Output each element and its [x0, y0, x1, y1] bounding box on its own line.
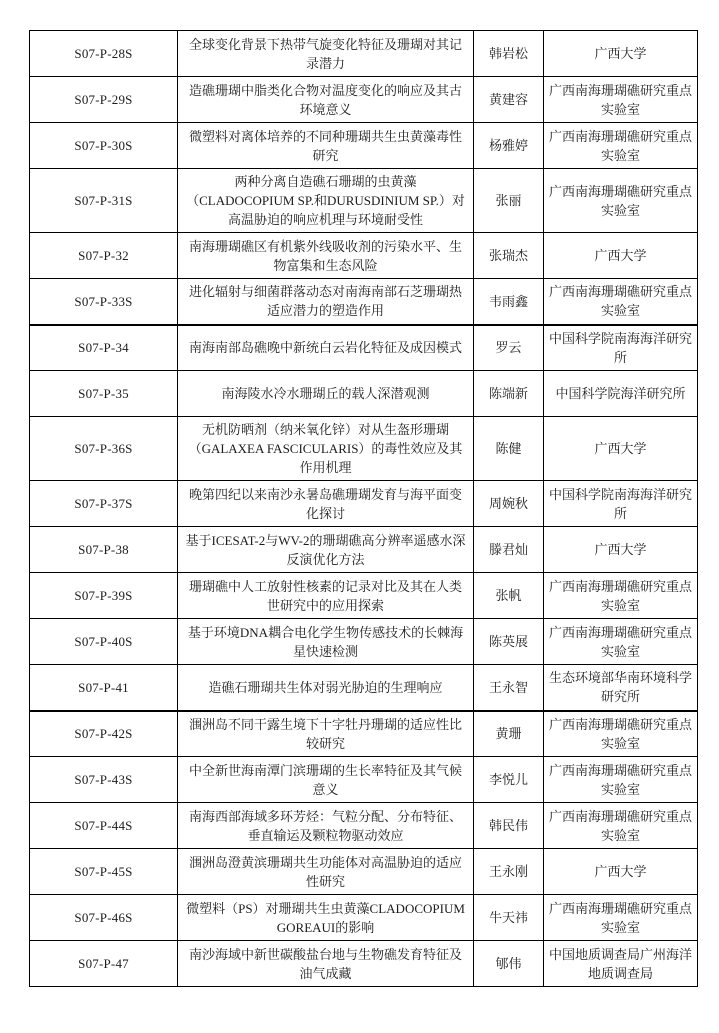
- papers-table: [29, 30, 698, 987]
- paper-title-cell: 晚第四纪以来南沙永暑岛礁珊瑚发育与海平面变化探讨: [178, 481, 474, 527]
- author-name-cell: 韦雨鑫: [474, 279, 544, 325]
- institution-cell: 生态环境部华南环境科学研究所: [544, 665, 698, 711]
- paper-id-cell: S07-P-35: [30, 371, 178, 417]
- paper-id-cell: S07-P-30S: [30, 123, 178, 169]
- institution-cell: 广西大学: [544, 31, 698, 77]
- papers-table-body: [30, 31, 698, 987]
- paper-id-cell: S07-P-31S: [30, 169, 178, 233]
- institution-cell: 广西南海珊瑚礁研究重点实验室: [544, 803, 698, 849]
- institution-cell: 广西南海珊瑚礁研究重点实验室: [544, 711, 698, 757]
- table-row: [30, 481, 698, 527]
- table-row: [30, 849, 698, 895]
- paper-title-cell: 南海珊瑚礁区有机紫外线吸收剂的污染水平、生物富集和生态风险: [178, 233, 474, 279]
- table-row: [30, 665, 698, 711]
- paper-title-cell: 基于环境DNA耦合电化学生物传感技术的长棘海星快速检测: [178, 619, 474, 665]
- author-name-cell: 牛天祎: [474, 895, 544, 941]
- paper-title-cell: 南沙海域中新世碳酸盐台地与生物礁发育特征及油气成藏: [178, 941, 474, 987]
- institution-cell: 广西大学: [544, 527, 698, 573]
- author-name-cell: 黄珊: [474, 711, 544, 757]
- paper-title-cell: 无机防晒剂（纳米氧化锌）对从生盔形珊瑚（GALAXEA FASCICULARIS）的毒性效应及其作用机理: [178, 417, 474, 481]
- paper-title-cell: 造礁石珊瑚共生体对弱光胁迫的生理响应: [178, 665, 474, 711]
- paper-id-cell: S07-P-36S: [30, 417, 178, 481]
- paper-id-cell: S07-P-42S: [30, 711, 178, 757]
- paper-title-cell: 造礁珊瑚中脂类化合物对温度变化的响应及其古环境意义: [178, 77, 474, 123]
- institution-cell: 广西大学: [544, 417, 698, 481]
- institution-cell: 广西南海珊瑚礁研究重点实验室: [544, 895, 698, 941]
- author-name-cell: 周婉秋: [474, 481, 544, 527]
- paper-title-cell: 南海西部海域多环芳烃：气粒分配、分布特征、垂直输运及颗粒物驱动效应: [178, 803, 474, 849]
- paper-id-cell: S07-P-47: [30, 941, 178, 987]
- paper-id-cell: S07-P-34: [30, 325, 178, 371]
- author-name-cell: 王永智: [474, 665, 544, 711]
- table-row: [30, 757, 698, 803]
- table-row: [30, 941, 698, 987]
- institution-cell: 广西南海珊瑚礁研究重点实验室: [544, 757, 698, 803]
- author-name-cell: 王永刚: [474, 849, 544, 895]
- paper-id-cell: S07-P-40S: [30, 619, 178, 665]
- table-row: [30, 619, 698, 665]
- author-name-cell: 黄建容: [474, 77, 544, 123]
- paper-title-cell: 珊瑚礁中人工放射性核素的记录对比及其在人类世研究中的应用探索: [178, 573, 474, 619]
- table-row: [30, 527, 698, 573]
- institution-cell: 中国科学院海洋研究所: [544, 371, 698, 417]
- paper-title-cell: 南海南部岛礁晚中新统白云岩化特征及成因模式: [178, 325, 474, 371]
- author-name-cell: 张丽: [474, 169, 544, 233]
- table-row: [30, 279, 698, 325]
- paper-title-cell: 全球变化背景下热带气旋变化特征及珊瑚对其记录潜力: [178, 31, 474, 77]
- paper-title-cell: 两种分离自造礁石珊瑚的虫黄藻（CLADOCOPIUM SP.和DURUSDINIUM SP.）对高温胁迫的响应机理与环境耐受性: [178, 169, 474, 233]
- institution-cell: 广西南海珊瑚礁研究重点实验室: [544, 573, 698, 619]
- institution-cell: 广西南海珊瑚礁研究重点实验室: [544, 619, 698, 665]
- paper-id-cell: S07-P-37S: [30, 481, 178, 527]
- paper-title-cell: 涠洲岛不同干露生境下十字牡丹珊瑚的适应性比较研究: [178, 711, 474, 757]
- author-name-cell: 张帆: [474, 573, 544, 619]
- paper-id-cell: S07-P-46S: [30, 895, 178, 941]
- paper-id-cell: S07-P-45S: [30, 849, 178, 895]
- table-row: [30, 31, 698, 77]
- table-row: [30, 77, 698, 123]
- institution-cell: 中国科学院南海海洋研究所: [544, 481, 698, 527]
- table-row: [30, 895, 698, 941]
- paper-id-cell: S07-P-39S: [30, 573, 178, 619]
- table-row: [30, 711, 698, 757]
- author-name-cell: 张瑞杰: [474, 233, 544, 279]
- table-row: [30, 573, 698, 619]
- author-name-cell: 陈英展: [474, 619, 544, 665]
- author-name-cell: 韩岩松: [474, 31, 544, 77]
- paper-id-cell: S07-P-44S: [30, 803, 178, 849]
- table-row: [30, 417, 698, 481]
- author-name-cell: 陈健: [474, 417, 544, 481]
- author-name-cell: 郇伟: [474, 941, 544, 987]
- institution-cell: 广西南海珊瑚礁研究重点实验室: [544, 123, 698, 169]
- author-name-cell: 滕君灿: [474, 527, 544, 573]
- paper-id-cell: S07-P-38: [30, 527, 178, 573]
- author-name-cell: 陈端新: [474, 371, 544, 417]
- table-row: [30, 169, 698, 233]
- paper-title-cell: 进化辐射与细菌群落动态对南海南部石芝珊瑚热适应潜力的塑造作用: [178, 279, 474, 325]
- table-row: [30, 803, 698, 849]
- paper-title-cell: 微塑料（PS）对珊瑚共生虫黄藻CLADOCOPIUM GOREAUI的影响: [178, 895, 474, 941]
- paper-title-cell: 涠洲岛澄黄滨珊瑚共生功能体对高温胁迫的适应性研究: [178, 849, 474, 895]
- institution-cell: 广西大学: [544, 233, 698, 279]
- author-name-cell: 韩民伟: [474, 803, 544, 849]
- paper-id-cell: S07-P-43S: [30, 757, 178, 803]
- paper-id-cell: S07-P-29S: [30, 77, 178, 123]
- table-row: [30, 371, 698, 417]
- institution-cell: 广西大学: [544, 849, 698, 895]
- author-name-cell: 罗云: [474, 325, 544, 371]
- paper-id-cell: S07-P-28S: [30, 31, 178, 77]
- paper-title-cell: 基于ICESAT-2与WV-2的珊瑚礁高分辨率遥感水深反演优化方法: [178, 527, 474, 573]
- institution-cell: 广西南海珊瑚礁研究重点实验室: [544, 77, 698, 123]
- author-name-cell: 杨雅婷: [474, 123, 544, 169]
- paper-title-cell: 微塑料对离体培养的不同种珊瑚共生虫黄藻毒性研究: [178, 123, 474, 169]
- institution-cell: 中国地质调查局广州海洋地质调查局: [544, 941, 698, 987]
- author-name-cell: 李悦儿: [474, 757, 544, 803]
- institution-cell: 广西南海珊瑚礁研究重点实验室: [544, 279, 698, 325]
- paper-id-cell: S07-P-41: [30, 665, 178, 711]
- paper-id-cell: S07-P-33S: [30, 279, 178, 325]
- paper-title-cell: 南海陵水冷水珊瑚丘的载人深潜观测: [178, 371, 474, 417]
- institution-cell: 中国科学院南海海洋研究所: [544, 325, 698, 371]
- institution-cell: 广西南海珊瑚礁研究重点实验室: [544, 169, 698, 233]
- table-row: [30, 325, 698, 371]
- paper-title-cell: 中全新世海南潭门滨珊瑚的生长率特征及其气候意义: [178, 757, 474, 803]
- paper-id-cell: S07-P-32: [30, 233, 178, 279]
- table-row: [30, 233, 698, 279]
- table-row: [30, 123, 698, 169]
